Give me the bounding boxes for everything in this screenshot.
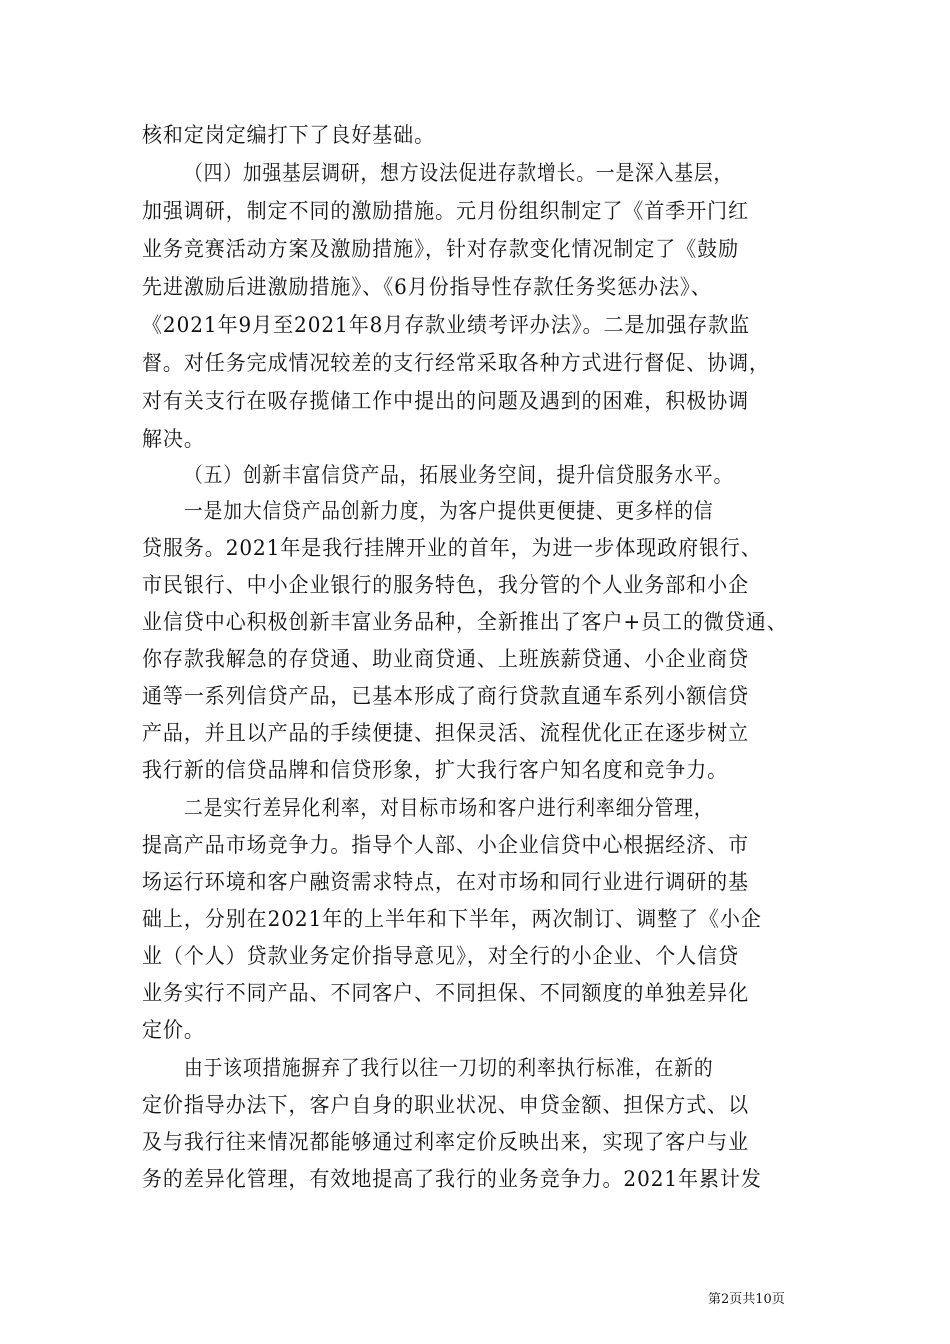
text-line-16: 通等一系列信贷产品，已基本形成了商行贷款直通车系列小额信贷 <box>142 684 750 708</box>
text-line-12: 贷服务。2021年是我行挂牌开业的首年，为进一步体现政府银行、 <box>142 536 762 560</box>
text-line-28: 及与我行往来情况都能够通过利率定价反映出来，实现了客户与业 <box>142 1130 750 1154</box>
text-line-22: 础上，分别在2021年的上半年和下半年，两次制订、调整了《小企 <box>142 907 762 931</box>
text-line-17: 产品，并且以产品的手续便捷、担保灵活、流程优化正在逐步树立 <box>142 721 750 745</box>
text-line-19: 二是实行差异化利率，对目标市场和客户进行利率细分管理， <box>184 796 714 820</box>
text-line-27: 定价指导办法下，客户自身的职业状况、申贷金额、担保方式、以 <box>142 1093 750 1117</box>
page-number-footer: 第2页共10页 <box>708 1292 785 1307</box>
text-line-23: 业（个人）贷款业务定价指导意见》，对全行的小企业、个人信贷 <box>142 944 740 968</box>
text-line-29: 务的差异化管理，有效地提高了我行的业务竞争力。2021年累计发 <box>142 1167 762 1191</box>
text-line-6: 《2021年9月至2021年8月存款业绩考评办法》。二是加强存款监 <box>142 313 751 337</box>
text-line-18: 我行新的信贷品牌和信贷形象，扩大我行客户知名度和竞争力。 <box>142 758 729 782</box>
text-line-26: 由于该项措施摒弃了我行以往一刀切的利率执行标准，在新的 <box>184 1056 714 1080</box>
text-line-8: 对有关支行在吸存揽储工作中提出的问题及遇到的困难，积极协调 <box>142 389 750 413</box>
text-line-24: 业务实行不同产品、不同客户、不同担保、不同额度的单独差异化 <box>142 981 750 1005</box>
text-line-4: 业务竞赛活动方案及激励措施》，针对存款变化情况制定了《鼓励 <box>142 237 740 261</box>
section-heading-4: （四）加强基层调研，想方设法促进存款增长。一是深入基层， <box>184 161 734 185</box>
text-line-11: 一是加大信贷产品创新力度，为客户提供更便捷、更多样的信 <box>184 499 714 523</box>
section-heading-5: （五）创新丰富信贷产品，拓展业务空间，提升信贷服务水平。 <box>184 463 734 487</box>
text-line-20: 提高产品市场竞争力。指导个人部、小企业信贷中心根据经济、市 <box>142 833 750 857</box>
text-line-5: 先进激励后进激励措施》、《6月份指导性存款任务奖惩办法》、 <box>142 275 712 299</box>
text-line-13: 市民银行、中小企业银行的服务特色，我分管的个人业务部和小企 <box>142 573 750 597</box>
text-line-21: 场运行环境和客户融资需求特点，在对市场和同行业进行调研的基 <box>142 870 750 894</box>
text-line-3: 加强调研，制定不同的激励措施。元月份组织制定了《首季开门红 <box>142 199 750 223</box>
text-line-9: 解决。 <box>142 427 205 451</box>
text-line-1: 核和定岗定编打下了良好基础。 <box>142 123 436 147</box>
text-line-14: 业信贷中心积极创新丰富业务品种，全新推出了客户+员工的微贷通、 <box>142 610 788 634</box>
text-line-7: 督。对任务完成情况较差的支行经常采取各种方式进行督促、协调， <box>142 351 770 375</box>
text-line-15: 你存款我解急的存贷通、助业商贷通、上班族薪贷通、小企业商贷 <box>142 647 750 671</box>
text-line-25: 定价。 <box>142 1018 205 1042</box>
